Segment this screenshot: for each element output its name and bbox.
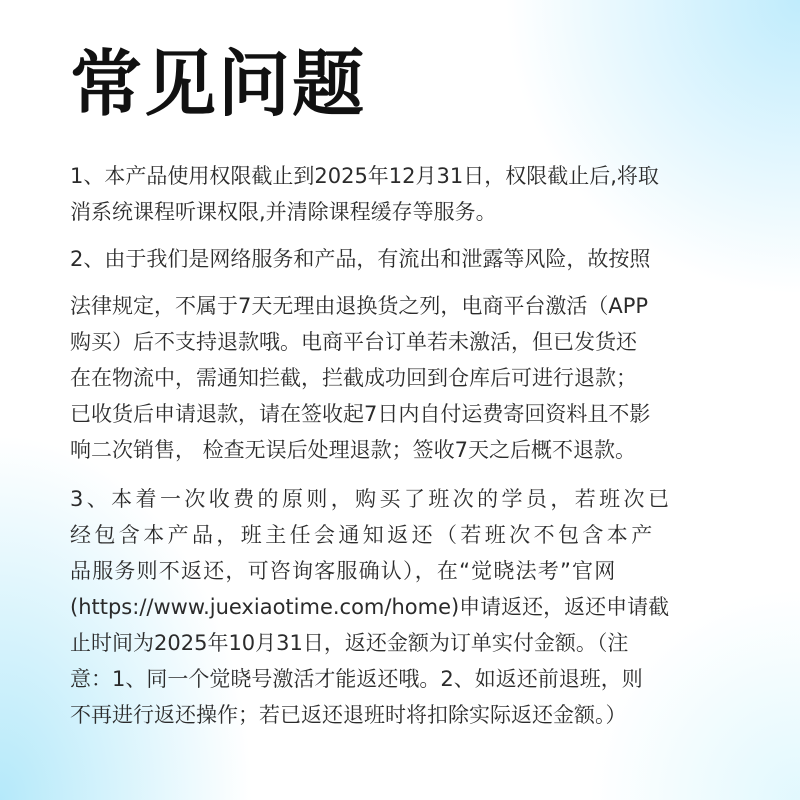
faq-item-3-line-4: (https://www.juexiaotime.com/home)申请返还，返还申请截 [70,595,670,619]
faq-item-1-line-2: 消系统课程听课权限,并清除课程缓存等服务。 [70,200,497,224]
faq-item-2-line-4: 在在物流中，需通知拦截，拦截成功回到仓库后可进行退款； [70,366,637,390]
faq-item-3-line-3: 品服务则不返还，可咨询客服确认），在“觉晓法考”官网 [70,559,617,583]
faq-item-3-line-2: 经包含本产品，班主任会通知返还（若班次不包含本产 [70,523,656,547]
page-title: 常见问题 [70,42,367,126]
faq-item-3-line-6: 意：1、同一个觉晓号激活才能返还哦。2、如返还前退班，则 [70,667,643,691]
faq-item-2-line-1: 2、由于我们是网络服务和产品，有流出和泄露等风险，故按照 [70,247,651,271]
faq-item-3-line-7: 不再进行返还操作；若已返还退班时将扣除实际返还金额。） [70,703,627,727]
faq-item-3-line-5: 止时间为2025年10月31日，返还金额为订单实付金额。（注 [70,631,629,655]
faq-item-2-line-5: 已收货后申请退款，请在签收起7日内自付运费寄回资料且不影 [70,402,651,426]
faq-item-3-line-1: 3、本着一次收费的原则，购买了班次的学员，若班次已 [70,487,673,511]
faq-item-1-line-1: 1、本产品使用权限截止到2025年12月31日，权限截止后,将取 [70,164,659,188]
faq-item-2-line-6: 响二次销售， 检查无误后处理退款；签收7天之后概不退款。 [70,438,637,462]
faq-item-2-line-2: 法律规定，不属于7天无理由退换货之列，电商平台激活（APP [70,294,649,318]
faq-item-2-line-3: 购买）后不支持退款哦。电商平台订单若未激活，但已发货还 [70,330,637,354]
